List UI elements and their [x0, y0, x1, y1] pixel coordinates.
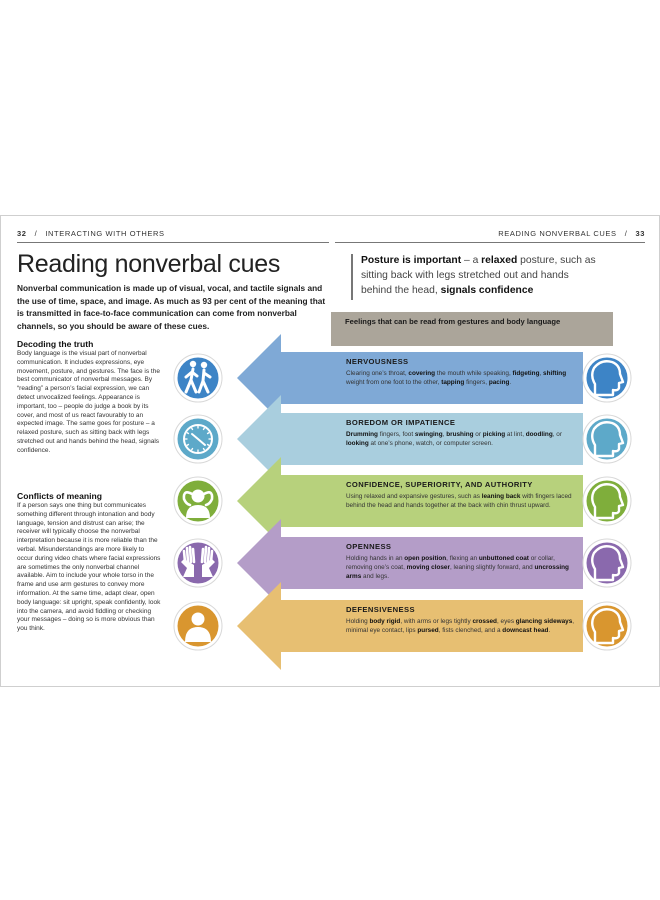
- emphasis-text: swinging: [414, 431, 443, 438]
- cue-description: [346, 369, 581, 387]
- book-spread: [0, 215, 660, 687]
- cue-defensiveness: [346, 605, 581, 635]
- emphasis-text: leaning back: [481, 493, 521, 500]
- cue-confidence: [346, 480, 581, 510]
- emphasis-text: Drumming: [346, 431, 378, 438]
- emphasis-text: picking: [482, 431, 506, 438]
- description-text: Clearing one’s throat,: [346, 370, 409, 377]
- left-running-title: INTERACTING WITH OTHERS: [45, 229, 165, 238]
- left-header-separator: /: [34, 229, 38, 238]
- emphasis-text: looking: [346, 440, 369, 447]
- section-heading-decoding: Decoding the truth: [17, 339, 94, 349]
- page-title: Reading nonverbal cues: [17, 250, 281, 278]
- description-text: the mouth while speaking,: [435, 370, 513, 377]
- emphasis-text: shifting: [543, 370, 567, 377]
- description-text: at one’s phone, watch, or computer screen.: [368, 440, 493, 447]
- emphasis-text: open position: [404, 555, 447, 562]
- cue-description: [346, 617, 581, 635]
- cue-description: [346, 554, 581, 581]
- quote-part-4: posture, such as sitting back with legs stretched out and hands behind the head,: [361, 255, 596, 296]
- emphasis-text: moving closer: [406, 564, 450, 571]
- head-shape: [190, 361, 196, 367]
- emphasis-text: pacing: [488, 379, 510, 386]
- right-page-number: 33: [635, 229, 645, 238]
- emphasis-text: pursed: [417, 627, 439, 634]
- description-text: Using relaxed and expansive gestures, such as: [346, 493, 482, 500]
- emphasis-text: tapping: [441, 379, 465, 386]
- description-text: , flexing an: [446, 555, 479, 562]
- emphasis-text: unbuttoned coat: [478, 555, 529, 562]
- cue-boredom: [346, 418, 581, 448]
- emphasis-text: brushing: [446, 431, 474, 438]
- description-text: or collar, removing one’s coat,: [346, 555, 555, 571]
- right-running-title: READING NONVERBAL CUES: [498, 229, 617, 238]
- cue-nervousness: [346, 357, 581, 387]
- description-text: with fingers laced behind the head and hands together at the back with chin thrust upward.: [346, 493, 572, 509]
- description-text: .: [509, 379, 512, 386]
- cue-title: BOREDOM OR IMPATIENCE: [346, 418, 456, 427]
- emphasis-text: doodling: [525, 431, 553, 438]
- cue-title: DEFENSIVENESS: [346, 605, 415, 614]
- cues-panel-heading: Feelings that can be read from gestures and body language: [331, 312, 613, 346]
- quote-part-2: – a: [461, 255, 482, 266]
- description-text: at lint,: [505, 431, 526, 438]
- right-header-separator: /: [624, 229, 628, 238]
- emphasis-text: uncrossing arms: [346, 564, 569, 580]
- description-text: Holding: [346, 618, 370, 625]
- cue-description: [346, 430, 581, 448]
- emphasis-text: fidgeting: [512, 370, 540, 377]
- cue-description: [346, 492, 581, 510]
- description-text: , eyes: [496, 618, 516, 625]
- description-text: .: [548, 627, 551, 634]
- emphasis-text: crossed: [472, 618, 497, 625]
- section-heading-conflicts: Conflicts of meaning: [17, 491, 102, 501]
- description-text: , fists clenched, and a: [438, 627, 503, 634]
- section-text-decoding: Body language is the visual part of nonverbal communication. It includes expressions, eye movement, posture, and gestures. The face is the best communicator of nonverbal messages. By “reading” a person’s facial expression, we can detect unvocalized feelings. Appearance is important, too – people do judge a book by its cover, and most of us react favourably to an expected image. The same goes for posture – a relaxed posture, such as sitting back with legs stretched out and hands behind the head, signals confidence.: [17, 350, 160, 454]
- description-text: or: [473, 431, 483, 438]
- left-page-number: 32: [17, 229, 27, 238]
- description-text: , with arms or legs tightly: [400, 618, 473, 625]
- quote-part-5: signals confidence: [440, 285, 534, 296]
- section-text-conflicts: If a person says one thing but communicates something different through intonation and body language, tension and distrust can arise; the receiver will typically choose the nonverbal interpretation because it is more reliable than the verbal. Misunderstandings are more likely to occur during video chats where facial expressions are sometimes the only nonverbal channel available. Aim to include your whole torso in the frame and use arm gestures to convey more information. At the same time, adapt clear, open body language: sit upright, speak confidently, look into the camera, and avoid fiddling or checking your messages – doing so is more obvious than you think.: [17, 502, 161, 633]
- emphasis-text: body rigid: [369, 618, 401, 625]
- quote-part-1: Posture is important: [361, 255, 462, 266]
- description-text: and legs.: [361, 573, 389, 580]
- description-text: fingers, foot: [377, 431, 415, 438]
- quote-part-3: relaxed: [481, 255, 518, 266]
- description-text: , leaning slightly forward, and: [449, 564, 535, 571]
- emphasis-text: covering: [408, 370, 436, 377]
- emphasis-text: downcast head: [502, 627, 549, 634]
- cue-openness: [346, 542, 581, 581]
- description-text: Holding hands in an: [346, 555, 405, 562]
- intro-paragraph: Nonverbal communication is made up of visual, vocal, and tactile signals and the use of time, space, and image. As much as 93 per cent of the meaning that is transmitted in face-to-face communication can come from nonverbal channels, so you should be aware of these cues.: [17, 283, 326, 331]
- description-text: ,: [539, 370, 544, 377]
- description-text: ,: [442, 431, 447, 438]
- description-text: , or: [552, 431, 562, 438]
- cue-title: NERVOUSNESS: [346, 357, 409, 366]
- description-text: , minimal eye contact, lips: [346, 618, 575, 634]
- description-text: fingers,: [464, 379, 489, 386]
- emphasis-text: glancing sideways: [515, 618, 573, 625]
- cue-title: CONFIDENCE, SUPERIORITY, AND AUTHORITY: [346, 480, 533, 489]
- cue-title: OPENNESS: [346, 542, 392, 551]
- description-text: weight from one foot to the other,: [346, 379, 442, 386]
